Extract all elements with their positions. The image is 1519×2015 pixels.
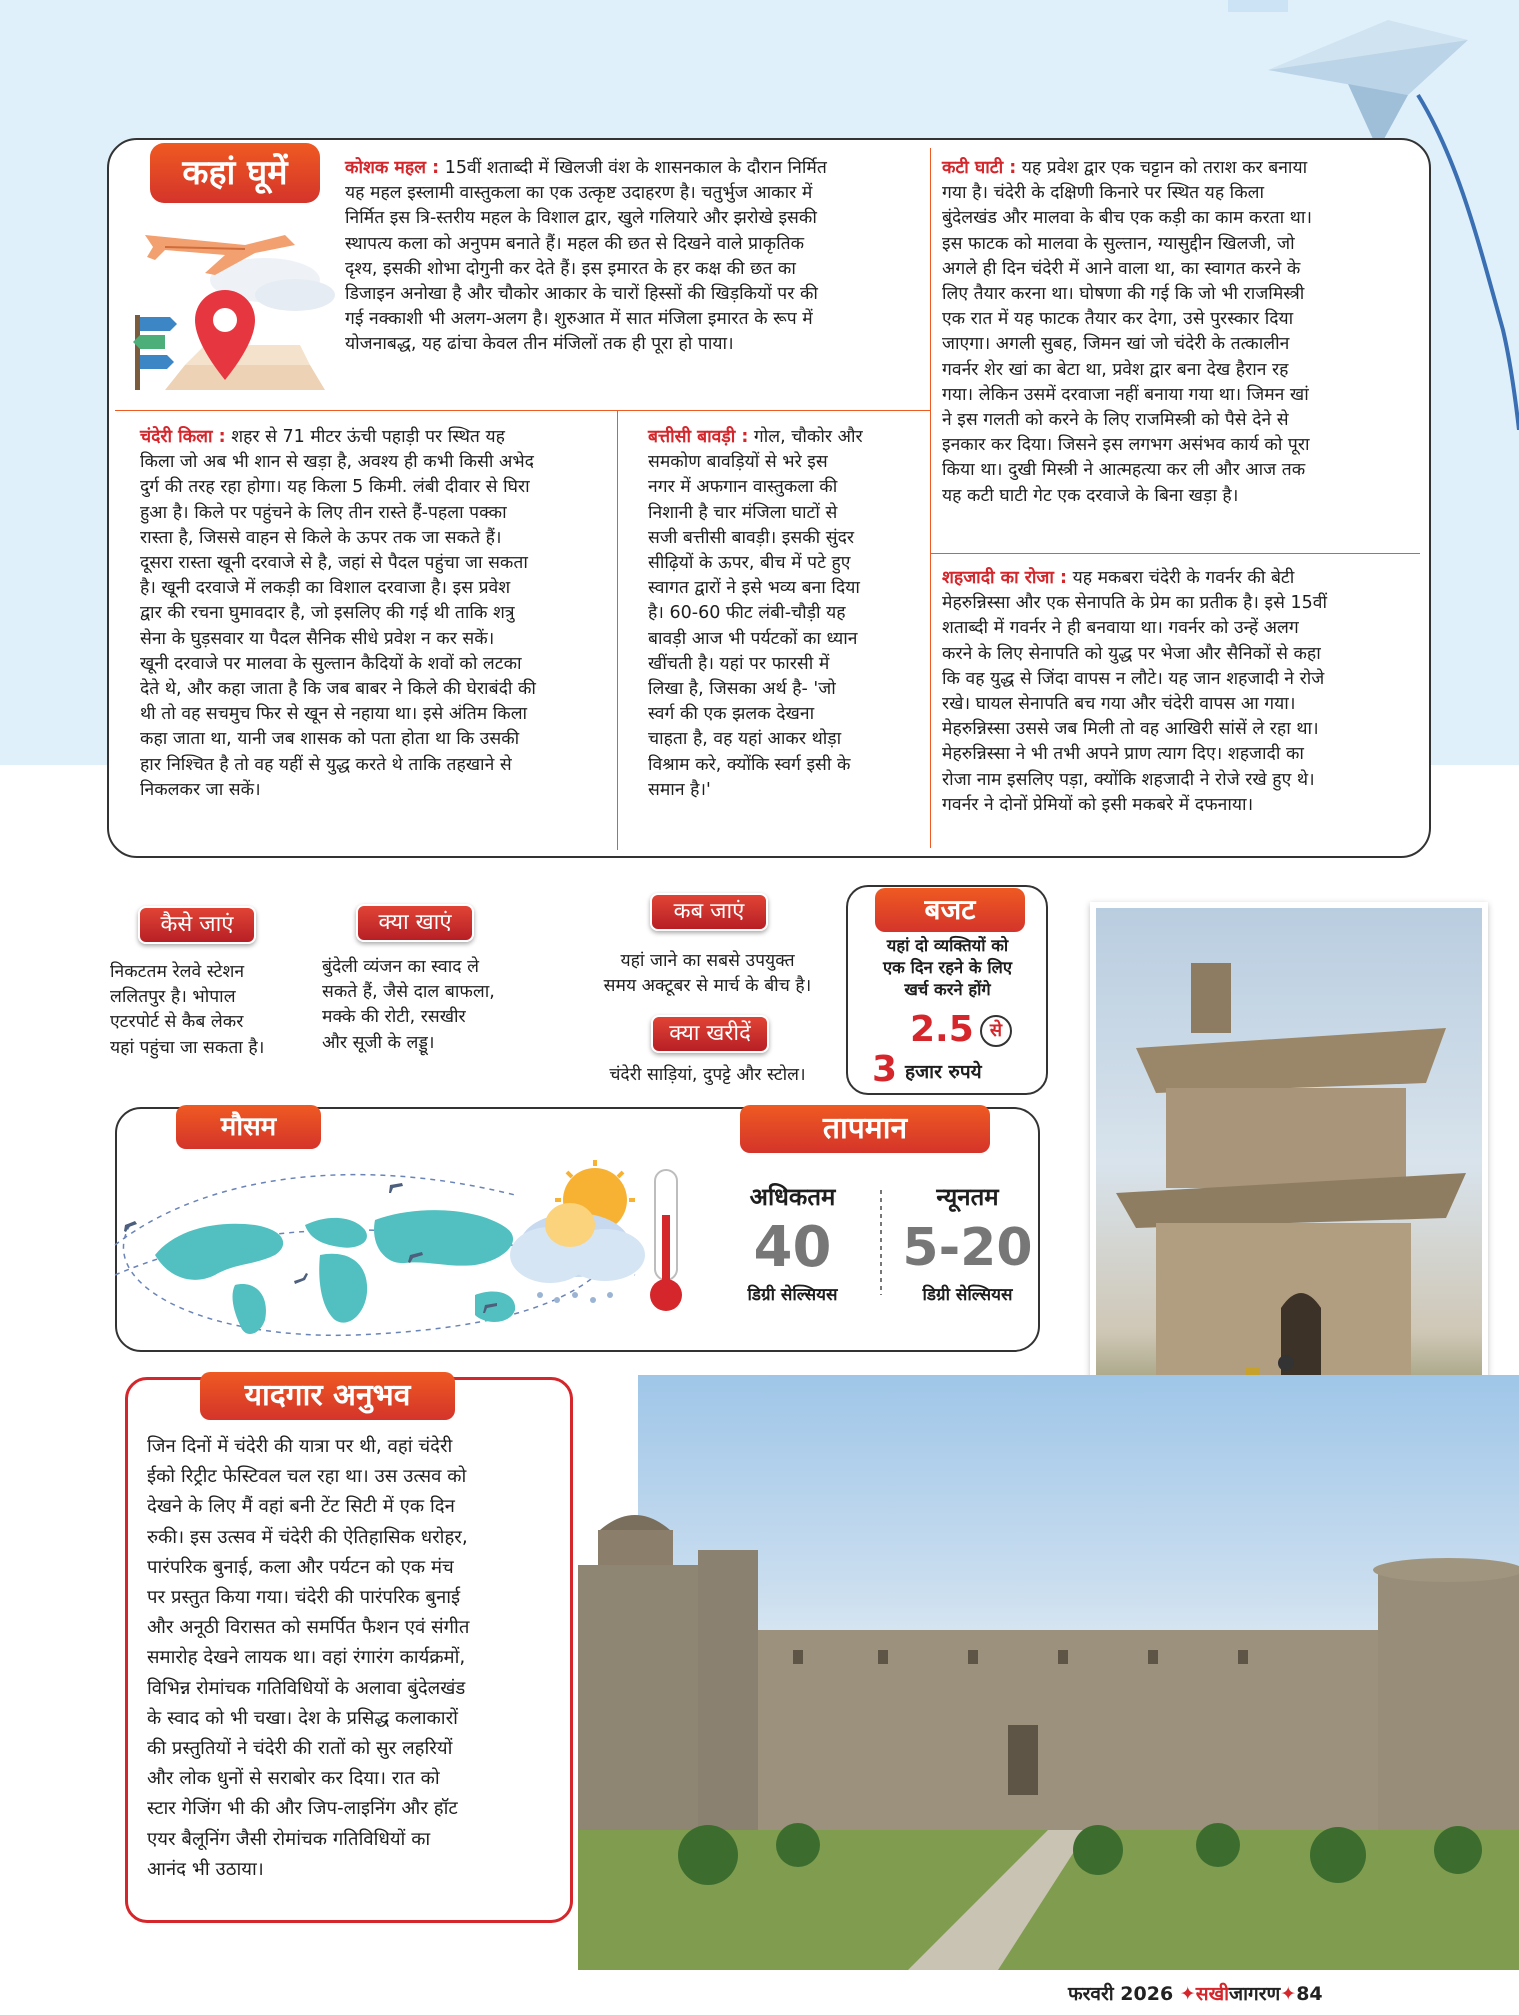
max-temp-unit: डिग्री सेल्सियस bbox=[747, 1285, 838, 1305]
kati-line: ने इस गलती को करने के लिए राजमिस्त्री को पैसे देने से bbox=[942, 410, 1289, 431]
roza-line: यह मकबरा चंदेरी के गवर्नर की बेटी bbox=[1072, 568, 1295, 588]
koshak-line: यह महल इस्लामी वास्तुकला का एक उत्कृष्ट उदाहरण है। चतुर्भुज आकार में bbox=[345, 183, 813, 204]
fort-line: सेना के घुड़सवार या पैदल सैनिक सीधे प्रवेश न कर सकें। bbox=[140, 628, 495, 649]
budget-se-badge: से bbox=[980, 1015, 1012, 1047]
memory-line: के स्वाद को भी चखा। देश के प्रसिद्ध कलाकारों bbox=[147, 1707, 458, 1729]
roza-line: रखे। घायल सेनापति बच गया और चंदेरी वापस आ गया। bbox=[942, 694, 1296, 715]
fort-line: दूसरा रास्ता खूनी दरवाजे से है, जहां से पैदल पहुंचा जा सकता bbox=[140, 553, 528, 574]
reach-line: ललितपुर है। भोपाल bbox=[110, 987, 236, 1008]
fort-line: शहर से 71 मीटर ऊंची पहाड़ी पर स्थित यह bbox=[231, 427, 505, 447]
fort-line: द्वार की रचना घुमावदार है, जो इसलिए की गई थी ताकि शत्रु bbox=[140, 603, 515, 624]
bawdi-line: है। 60-60 फीट लंबी-चौड़ी यह bbox=[648, 603, 846, 624]
min-temp-unit: डिग्री सेल्सियस bbox=[922, 1285, 1013, 1305]
budget-from-value: 2.5 bbox=[910, 1009, 974, 1050]
kati-line: जाएगा। अगली सुबह, जिमन खां जो चंदेरी के तत्कालीन bbox=[942, 334, 1290, 355]
memory-line: स्टार गेजिंग भी की और जिप-लाइनिंग और हॉट bbox=[147, 1798, 458, 1820]
fort-illustration bbox=[578, 1375, 1519, 1970]
bawdi-line: निशानी है चार मंजिला घाटों से bbox=[648, 502, 838, 523]
divider-vertical-mid bbox=[617, 410, 618, 850]
what-to-eat-text bbox=[322, 955, 552, 1056]
memory-line: देखने के लिए मैं वहां बनी टेंट सिटी में एक दिन bbox=[147, 1496, 455, 1518]
roza-line: कि वह युद्ध से जिंदा वापस न लौटे। यह जान शहजादी ने रोजे bbox=[942, 668, 1325, 689]
kati-line: किया था। दुखी मिस्त्री ने आत्महत्या कर ली और आज तक bbox=[942, 460, 1306, 481]
thermometer-icon bbox=[650, 1170, 682, 1311]
roza-line: मेहरुन्निस्सा उससे जब मिली तो वह आखिरी सांसें ले रहा था। bbox=[942, 719, 1319, 740]
when-to-go-title: कब जाएं bbox=[650, 893, 768, 931]
when-to-go-text bbox=[575, 949, 840, 999]
memory-line: पर प्रस्तुत किया गया। चंदेरी की पारंपरिक बुनाई bbox=[147, 1587, 461, 1609]
koshak-line: 15वीं शताब्दी में खिलजी वंश के शासनकाल के दौरान निर्मित bbox=[444, 158, 827, 178]
footer-brand-a: सखी bbox=[1195, 1983, 1230, 2005]
bawdi-line: विश्राम करे, क्योंकि स्वर्ग इसी के bbox=[648, 754, 851, 775]
max-temp-label: अधिकतम bbox=[749, 1183, 836, 1211]
bawdi-line: चाहता है, वह यहां आकर थोड़ा bbox=[648, 729, 842, 750]
fort-line: हार निश्चित है तो वह यहीं से युद्ध करते थे ताकि तहखाने से bbox=[140, 754, 512, 775]
koshak-mahal-heading: कोशक महल : bbox=[345, 158, 440, 178]
roza-line: करने के लिए सेनापति को युद्ध पर भेजा और सैनिकों से कहा bbox=[942, 643, 1321, 664]
bawdi-line: स्वर्ग की एक झलक देखना bbox=[648, 704, 815, 725]
min-temp-label: न्यूनतम bbox=[936, 1183, 999, 1211]
kati-line: लिए तैयार करना था। घोषणा की गई कि जो भी राजमिस्त्री bbox=[942, 284, 1305, 305]
eat-line: मक्के की रोटी, रसखीर bbox=[322, 1007, 466, 1028]
reach-line: एटरपोर्ट से कैब लेकर bbox=[110, 1012, 244, 1033]
shahzadi-roza-section bbox=[942, 566, 1427, 818]
bawdi-line: खींचती है। यहां पर फारसी में bbox=[648, 653, 830, 674]
fort-line: किला जो अब भी शान से खड़ा है, अवश्य ही कभी किसी अभेद bbox=[140, 452, 534, 473]
chanderi-fort-heading: चंदेरी किला : bbox=[140, 427, 226, 447]
kati-line: इनकार कर दिया। जिसने इस लगभग असंभव कार्य को पूरा bbox=[942, 435, 1310, 456]
fort-line: निकलकर जा सकें। bbox=[140, 779, 261, 800]
fort-line: थी तो वह सचमुच फिर से खून से नहाया था। इसे अंतिम किला bbox=[140, 704, 528, 725]
travel-illustration bbox=[125, 205, 340, 405]
koshak-line: गई नक्काशी भी अलग-अलग है। शुरुआत में सात मंजिला इमारत के रूप में bbox=[345, 309, 813, 330]
budget-text bbox=[850, 935, 1045, 1001]
koshak-line: डिजाइन अनोखा है और चौकोर आकार के चारों हिस्सों की खिड़कियों पर की bbox=[345, 284, 818, 305]
how-to-reach-text bbox=[110, 960, 310, 1061]
max-temp-value: 40 bbox=[753, 1215, 832, 1280]
budget-unit: हजार रुपये bbox=[905, 1061, 982, 1083]
roza-line: मेहरुन्निस्सा और एक सेनापति के प्रेम का प्रतीक है। इसे 15वीं bbox=[942, 593, 1328, 614]
signpost-icon bbox=[133, 315, 177, 390]
fort-line: हुआ है। किले पर पहुंचने के लिए तीन रास्ते हैं-पहला पक्का bbox=[140, 502, 507, 523]
budget-title: बजट bbox=[875, 888, 1025, 932]
where-to-go-title: कहां घूमें bbox=[150, 143, 320, 203]
how-to-reach-title: कैसे जाएं bbox=[138, 906, 256, 944]
footer-page-number: 84 bbox=[1296, 1983, 1323, 2005]
koshak-mahal-section bbox=[345, 156, 925, 358]
fort-line: रास्ता है, जिससे वाहन से किले के ऊपर तक जा सकते हैं। bbox=[140, 527, 502, 548]
min-temp-value: 5-20 bbox=[902, 1218, 1033, 1278]
koshak-line: निर्मित इस त्रि-स्तरीय महल के विशाल द्वार, खुले गलियारे और झरोखे इसकी bbox=[345, 208, 817, 229]
when-line: समय अक्टूबर से मार्च के बीच है। bbox=[603, 976, 812, 997]
memorable-experience-text bbox=[147, 1432, 567, 1885]
kati-line: इस फाटक को मालवा के सुल्तान, ग्यासुद्दीन खिलजी, जो bbox=[942, 233, 1295, 254]
chanderi-fort-section bbox=[140, 425, 610, 803]
memorable-experience-title: यादगार अनुभव bbox=[200, 1372, 455, 1420]
memory-line: आनंद भी उठाया। bbox=[147, 1858, 264, 1880]
kati-line: यह कटी घाटी गेट एक दरवाजे के बिना खड़ा है। bbox=[942, 485, 1239, 506]
footer-brand-b: जागरण bbox=[1229, 1983, 1281, 2005]
fort-line: दुर्ग की तरह रहा होगा। यह किला 5 किमी. लंबी दीवार से घिरा bbox=[140, 477, 530, 498]
bawdi-line: सीढ़ियों के ऊपर, बीच में पटे हुए bbox=[648, 553, 851, 574]
eat-line: और सूजी के लड्डू। bbox=[322, 1032, 435, 1053]
memory-line: ईको रिट्रीट फेस्टिवल चल रहा था। उस उत्सव को bbox=[147, 1466, 467, 1488]
kati-ghati-heading: कटी घाटी : bbox=[942, 158, 1017, 178]
budget-to-value: 3 bbox=[872, 1049, 898, 1090]
batisi-bawdi-section bbox=[648, 425, 928, 803]
weather-cloud-sun-icon bbox=[495, 1160, 700, 1330]
memory-line: की प्रस्तुतियों ने चंदेरी की रातों को सुर लहरियों bbox=[147, 1738, 453, 1760]
temperature-title: तापमान bbox=[740, 1105, 990, 1153]
what-to-eat-title: क्या खाएं bbox=[356, 904, 474, 942]
bawdi-line: समान है।' bbox=[648, 779, 711, 800]
kati-line: गवर्नर शेर खां का बेटा था, प्रवेश द्वार बना देख हैरान रह bbox=[942, 359, 1289, 380]
fort-line: खूनी दरवाजे पर मालवा के सुल्तान कैदियों के शवों को लटका bbox=[140, 653, 522, 674]
fort-line: है। खूनी दरवाजे में लकड़ी का विशाल दरवाजा है। इस प्रवेश bbox=[140, 578, 511, 599]
memory-line: जिन दिनों में चंदेरी की यात्रा पर थी, वहां चंदेरी bbox=[147, 1436, 453, 1457]
memory-line: एयर बैलूनिंग जैसी रोमांचक गतिविधियों का bbox=[147, 1828, 431, 1850]
memory-line: और अनूठी विरासत को समर्पित फैशन एवं संगीत bbox=[147, 1617, 470, 1639]
weather-title: मौसम bbox=[176, 1105, 321, 1149]
memory-line: समारोह देखने लायक था। वहां रंगारंग कार्यक्रमों, bbox=[147, 1647, 466, 1669]
page-footer bbox=[1068, 1980, 1323, 2006]
bawdi-line: गोल, चौकोर और bbox=[753, 427, 863, 447]
roza-line: रोजा नाम इसलिए पड़ा, क्योंकि शहजादी ने रोजे रखे हुए थे। bbox=[942, 769, 1315, 790]
roza-line: गवर्नर ने दोनों प्रेमियों को इसी मकबरे में दफनाया। bbox=[942, 794, 1254, 815]
reach-line: यहां पहुंचा जा सकता है। bbox=[110, 1037, 265, 1058]
eat-line: बुंदेली व्यंजन का स्वाद ले bbox=[322, 957, 479, 977]
roza-line: मेहरुन्निस्सा ने भी तभी अपने प्राण त्याग दिए। शहजादी का bbox=[942, 744, 1304, 765]
bawdi-line: बावड़ी आज भी पर्यटकों का ध्यान bbox=[648, 628, 858, 649]
temp-divider bbox=[880, 1190, 882, 1295]
bawdi-line: सजी बत्तीसी बावड़ी। इसकी सुंदर bbox=[648, 527, 855, 548]
star-icon: ✦ bbox=[1280, 1983, 1297, 2005]
divider-horizontal-right bbox=[930, 553, 1420, 554]
budget-line: एक दिन रहने के लिए bbox=[883, 958, 1012, 977]
eat-line: सकते हैं, जैसे दाल बाफला, bbox=[322, 982, 495, 1003]
koshak-line: योजनाबद्ध, यह ढांचा केवल तीन मंजिलों तक ही पूरा हो पाया। bbox=[345, 334, 734, 355]
reach-line: निकटतम रेलवे स्टेशन bbox=[110, 962, 245, 982]
fort-line: देते थे, और कहा जाता है कि जब बाबर ने किले की घेराबंदी की bbox=[140, 679, 536, 700]
shahzadi-roza-heading: शहजादी का रोजा : bbox=[942, 568, 1067, 588]
star-icon: ✦ bbox=[1179, 1983, 1196, 2005]
koshak-line: स्थापत्य कला को अनुपम बनाते हैं। महल की छत से दिखने वाले प्राकृतिक bbox=[345, 233, 805, 254]
memory-line: और लोक धुनों से सराबोर कर दिया। रात को bbox=[147, 1768, 440, 1790]
memory-line: पारंपरिक बुनाई, कला और पर्यटन को एक मंच bbox=[147, 1556, 454, 1578]
divider-vertical-right bbox=[930, 148, 931, 848]
kati-ghati-section bbox=[942, 156, 1427, 509]
bawdi-line: नगर में अफगान वास्तुकला की bbox=[648, 477, 838, 498]
memory-line: रुकी। इस उत्सव में चंदेरी की ऐतिहासिक धरोहर, bbox=[147, 1526, 468, 1548]
fort-line: कहा जाता था, यानी जब शासक को पता होता था कि उसकी bbox=[140, 729, 520, 750]
budget-line: यहां दो व्यक्तियों को bbox=[886, 936, 1009, 955]
when-line: यहां जाने का सबसे उपयुक्त bbox=[620, 951, 795, 971]
roza-line: शताब्दी में गवर्नर ने ही बनवाया था। गवर्नर को उन्हें अलग bbox=[942, 618, 1299, 639]
koshak-line: दृश्य, इसकी शोभा दोगुनी कर देते हैं। इस इमारत के हर कक्ष की छत का bbox=[345, 258, 796, 279]
what-to-buy-title: क्या खरीदें bbox=[651, 1015, 769, 1053]
bawdi-line: लिखा है, जिसका अर्थ है- 'जो bbox=[648, 679, 836, 700]
kati-line: एक रात में यह फाटक तैयार कर देगा, उसे पुरस्कार दिया bbox=[942, 309, 1294, 330]
chanderi-fort-photo bbox=[578, 1375, 1519, 1970]
bawdi-line: स्वागत द्वारों ने इसे भव्य बना दिया bbox=[648, 578, 860, 599]
memory-line: विभिन्न रोमांचक गतिविधियों के अलावा बुंदेलखंड bbox=[147, 1677, 466, 1699]
footer-month: फरवरी 2026 bbox=[1068, 1983, 1174, 2005]
budget-line: खर्च करने होंगे bbox=[904, 980, 991, 999]
kati-line: गया है। चंदेरी के दक्षिणी किनारे पर स्थित यह किला bbox=[942, 183, 1265, 204]
kati-line: बुंदेलखंड और मालवा के बीच एक कड़ी का काम करता था। bbox=[942, 208, 1313, 229]
bawdi-line: समकोण बावड़ियों से भरे इस bbox=[648, 452, 828, 473]
kati-line: अगले ही दिन चंदेरी में आने वाला था, का स्वागत करने के bbox=[942, 258, 1301, 279]
what-to-buy-text: चंदेरी साड़ियां, दुपट्टे और स्टोल। bbox=[609, 1065, 806, 1085]
kati-line: गया। लेकिन उसमें दरवाजा नहीं बनाया गया था। जिमन खां bbox=[942, 384, 1309, 405]
batisi-bawdi-heading: बत्तीसी बावड़ी : bbox=[648, 427, 749, 447]
kati-line: यह प्रवेश द्वार एक चट्टान को तराश कर बनाया bbox=[1021, 158, 1308, 178]
divider-horizontal-top bbox=[115, 410, 930, 411]
